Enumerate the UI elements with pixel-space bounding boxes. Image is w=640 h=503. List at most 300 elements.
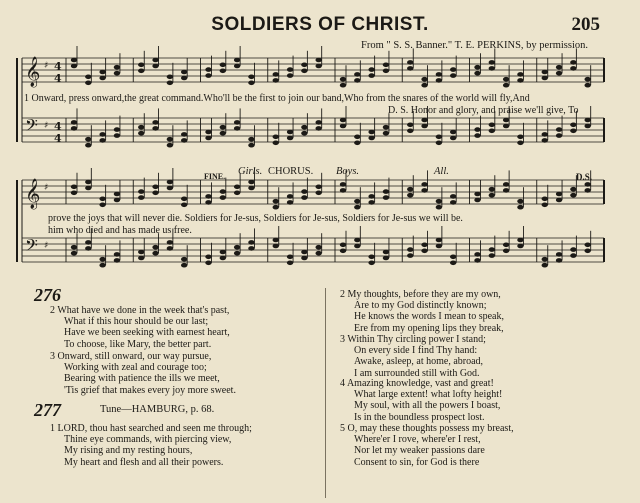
note-head (542, 263, 548, 268)
note-head (489, 123, 495, 128)
page-title: SOLDIERS OF CHRIST. (211, 14, 429, 35)
note-head (287, 73, 293, 78)
note-head (205, 67, 211, 72)
chorus-boys: Boys. (336, 166, 360, 177)
stanza-line: My heart and flesh and all their powers. (64, 456, 224, 468)
note-head (138, 63, 144, 68)
note-head (99, 138, 105, 143)
note-head (436, 205, 442, 210)
note-head (450, 130, 456, 135)
note-head (474, 71, 480, 76)
note-head (340, 249, 346, 254)
note-head (584, 188, 590, 193)
time-signature: 4 (54, 120, 62, 133)
note-head (436, 135, 442, 140)
note-head (450, 261, 456, 266)
note-head (503, 182, 509, 187)
note-head (301, 256, 307, 261)
note-head (570, 66, 576, 71)
note-head (489, 193, 495, 198)
note-head (85, 75, 91, 80)
note-head (584, 249, 590, 254)
note-head (71, 58, 77, 63)
note-head (450, 73, 456, 78)
note-head (556, 258, 562, 263)
note-head (205, 136, 211, 141)
note-head (489, 187, 495, 192)
stanza-line: Thine eye commands, with piercing view, (64, 434, 232, 446)
note-head (421, 188, 427, 193)
note-head (181, 197, 187, 202)
chorus-girls: Girls. (238, 166, 263, 177)
note-head (114, 65, 120, 70)
note-head (181, 263, 187, 268)
note-head (205, 130, 211, 135)
note-head (220, 256, 226, 261)
note-head (421, 182, 427, 187)
note-head (474, 133, 480, 138)
note-head (167, 180, 173, 185)
note-head (234, 64, 240, 69)
note-head (301, 69, 307, 74)
attribution: From " S. S. Banner." T. E. PERKINS, by permission. (361, 40, 588, 51)
note-head (287, 200, 293, 205)
note-head (152, 191, 158, 196)
stanza-line: What if this hour should be our last; (64, 316, 209, 328)
note-head (152, 58, 158, 63)
note-head (542, 138, 548, 143)
note-head (450, 194, 456, 199)
note-head (85, 240, 91, 245)
note-head (340, 118, 346, 123)
note-head (556, 192, 562, 197)
note-head (570, 129, 576, 134)
note-head (152, 64, 158, 69)
note-head (315, 126, 321, 131)
note-head (340, 77, 346, 82)
chorus-all: All. (434, 166, 449, 177)
hymn-277-stanza-1 (50, 423, 252, 468)
note-head (71, 120, 77, 125)
note-head (570, 193, 576, 198)
note-head (71, 191, 77, 196)
note-head (517, 244, 523, 249)
note-head (220, 189, 226, 194)
note-head (340, 83, 346, 88)
stanza-line: Are to my God distinctly known; (354, 300, 487, 312)
note-head (368, 261, 374, 266)
note-head (474, 252, 480, 257)
note-head (315, 251, 321, 256)
key-signature: ♯ (44, 183, 49, 193)
clef-symbol: 𝄢 (25, 235, 38, 259)
note-head (421, 77, 427, 82)
note-head (383, 250, 389, 255)
note-head (99, 132, 105, 137)
note-head (584, 77, 590, 82)
note-head (248, 186, 254, 191)
note-head (354, 78, 360, 83)
note-head (489, 247, 495, 252)
note-head (450, 200, 456, 205)
note-head (436, 78, 442, 83)
note-head (273, 78, 279, 83)
note-head (542, 132, 548, 137)
note-head (368, 194, 374, 199)
note-head (450, 254, 456, 259)
stanza-line: Nor let my weaker passions dare (354, 445, 485, 457)
stanza-line: What large extent! what lofty height! (354, 389, 503, 401)
note-head (234, 185, 240, 190)
note-head (114, 258, 120, 263)
hymn-277-stanza-5 (340, 423, 514, 468)
note-head (489, 253, 495, 258)
note-head (450, 136, 456, 141)
note-head (503, 124, 509, 129)
stanza-line: 1 LORD, thou hast searched and seen me through; (50, 423, 252, 434)
note-head (407, 253, 413, 258)
note-head (354, 72, 360, 77)
note-head (542, 70, 548, 75)
note-head (503, 249, 509, 254)
note-head (407, 129, 413, 134)
note-head (584, 118, 590, 123)
note-head (205, 261, 211, 266)
note-head (503, 243, 509, 248)
note-head (138, 125, 144, 130)
key-signature: ♯ (44, 241, 49, 251)
note-head (517, 135, 523, 140)
note-head (205, 73, 211, 78)
note-head (273, 244, 279, 249)
clef-symbol: 𝄢 (25, 115, 38, 139)
stanza-line: 2 My thoughts, before they are my own, (340, 289, 501, 300)
note-head (181, 138, 187, 143)
note-head (71, 245, 77, 250)
stanza-line: 5 O, may these thoughts possess my breast, (340, 423, 514, 434)
note-head (556, 198, 562, 203)
time-signature: 4 (54, 132, 62, 145)
stanza-line: My rising and my resting hours, (64, 445, 193, 457)
note-head (205, 194, 211, 199)
stanza-line: Where'er I rove, where'er I rest, (354, 434, 481, 446)
note-head (287, 194, 293, 199)
note-head (114, 133, 120, 138)
note-head (71, 251, 77, 256)
note-head (167, 137, 173, 142)
note-head (273, 72, 279, 77)
note-head (368, 130, 374, 135)
note-head (474, 192, 480, 197)
note-head (301, 63, 307, 68)
note-head (436, 141, 442, 146)
note-head (167, 246, 173, 251)
note-head (354, 135, 360, 140)
note-head (556, 252, 562, 257)
note-head (114, 252, 120, 257)
note-head (383, 195, 389, 200)
note-head (234, 251, 240, 256)
note-head (234, 126, 240, 131)
stanza-line: Awake, asleep, at home, abroad, (354, 356, 484, 368)
note-head (421, 124, 427, 129)
note-head (542, 197, 548, 202)
note-head (248, 246, 254, 251)
note-head (287, 254, 293, 259)
note-head (340, 188, 346, 193)
note-head (383, 63, 389, 68)
note-head (570, 123, 576, 128)
hymn-277-tune: Tune—HAMBURG, p. 68. (100, 404, 215, 415)
note-head (167, 81, 173, 86)
note-head (340, 243, 346, 248)
note-head (85, 186, 91, 191)
note-head (556, 65, 562, 70)
hymn-276-number: 276 (34, 285, 61, 305)
note-head (220, 69, 226, 74)
note-head (85, 81, 91, 86)
note-head (315, 185, 321, 190)
note-head (273, 199, 279, 204)
stanza-line: Bearing with patience the ills we meet, (64, 373, 220, 385)
note-head (368, 254, 374, 259)
note-head (234, 120, 240, 125)
note-head (315, 64, 321, 69)
hymn-277-stanza-3 (340, 334, 486, 379)
note-head (368, 136, 374, 141)
note-head (248, 81, 254, 86)
note-head (436, 199, 442, 204)
stanza-line: He knows the words I mean to speak, (354, 311, 504, 323)
hymn-276-stanza-3 (50, 351, 236, 396)
fine-mark: FINE. (204, 172, 226, 181)
note-head (167, 186, 173, 191)
note-head (167, 143, 173, 148)
note-head (556, 71, 562, 76)
clef-symbol: 𝄞 (25, 57, 41, 87)
note-head (248, 143, 254, 148)
system1-lyric-line1: 1 Onward, press onward,the great command.Who'll be the first to join our band,Who from the snares of the world will fly,And (24, 93, 530, 104)
note-head (152, 245, 158, 250)
note-head (114, 71, 120, 76)
note-head (570, 60, 576, 65)
note-head (517, 72, 523, 77)
note-head (542, 76, 548, 81)
note-head (407, 193, 413, 198)
note-head (99, 203, 105, 208)
note-head (287, 67, 293, 72)
note-head (489, 129, 495, 134)
note-head (138, 256, 144, 261)
note-head (114, 127, 120, 132)
note-head (99, 257, 105, 262)
note-head (315, 58, 321, 63)
note-head (152, 185, 158, 190)
stanza-line: To choose, like Mary, the better part. (64, 338, 212, 350)
note-head (287, 130, 293, 135)
note-head (354, 205, 360, 210)
note-head (383, 256, 389, 261)
note-head (287, 261, 293, 266)
note-head (315, 191, 321, 196)
note-head (517, 78, 523, 83)
note-head (99, 70, 105, 75)
stanza-line: On every side I find Thy hand: (354, 345, 478, 357)
note-head (301, 125, 307, 130)
note-head (474, 65, 480, 70)
note-head (181, 132, 187, 137)
key-signature: ♯ (44, 61, 49, 71)
system2-lyric-line2: him who died and has made us free. (48, 225, 192, 236)
note-head (407, 66, 413, 71)
note-head (220, 131, 226, 136)
note-head (138, 131, 144, 136)
note-head (220, 250, 226, 255)
note-head (556, 133, 562, 138)
note-head (301, 131, 307, 136)
stanza-line: I am surrounded still with God. (354, 367, 480, 379)
note-head (181, 257, 187, 262)
note-head (315, 245, 321, 250)
stanza-line: 'Tis grief that makes every joy more sweet. (64, 384, 236, 396)
note-head (85, 246, 91, 251)
note-head (301, 189, 307, 194)
note-head (517, 199, 523, 204)
note-head (570, 187, 576, 192)
note-head (273, 141, 279, 146)
ds-mark: D.S. (576, 172, 593, 182)
note-head (489, 60, 495, 65)
note-head (138, 189, 144, 194)
note-head (167, 75, 173, 80)
note-head (368, 200, 374, 205)
note-head (474, 198, 480, 203)
stanza-line: Have we been seeking with earnest heart, (64, 327, 230, 339)
note-head (71, 64, 77, 69)
note-head (542, 257, 548, 262)
stanza-line: 4 Amazing knowledge, vast and great! (340, 378, 494, 389)
hymn-277-stanza-2 (340, 289, 504, 334)
system2-lyric-line1: prove the joys that will never die. Soldiers for Je-sus, Soldiers for Je-sus, Soldiers for Je-sus we will be. (48, 213, 463, 224)
note-head (138, 69, 144, 74)
note-head (205, 254, 211, 259)
note-head (181, 70, 187, 75)
note-head (273, 205, 279, 210)
note-head (220, 125, 226, 130)
note-head (450, 67, 456, 72)
chorus-label: CHORUS. (268, 166, 314, 177)
hymn-277-number: 277 (34, 400, 61, 420)
note-head (152, 251, 158, 256)
note-head (205, 200, 211, 205)
note-head (503, 77, 509, 82)
stanza-line: 2 What have we done in the week that's past, (50, 305, 230, 316)
note-head (340, 124, 346, 129)
note-head (421, 118, 427, 123)
note-head (584, 83, 590, 88)
note-head (248, 75, 254, 80)
note-head (517, 141, 523, 146)
note-head (234, 245, 240, 250)
time-signature: 4 (54, 72, 62, 85)
note-head (407, 247, 413, 252)
note-head (436, 238, 442, 243)
note-head (383, 131, 389, 136)
column-divider (325, 288, 326, 498)
note-head (138, 250, 144, 255)
note-head (248, 240, 254, 245)
note-head (503, 118, 509, 123)
hymn-276-stanza-2 (50, 305, 230, 350)
note-head (99, 197, 105, 202)
note-head (248, 137, 254, 142)
note-head (340, 182, 346, 187)
stanza-line: Is in the boundless prospect lost. (354, 411, 485, 423)
note-head (71, 185, 77, 190)
note-head (234, 191, 240, 196)
note-head (99, 263, 105, 268)
note-head (234, 58, 240, 63)
note-head (421, 249, 427, 254)
note-head (138, 195, 144, 200)
note-head (584, 124, 590, 129)
note-head (584, 243, 590, 248)
stanza-line: 3 Onward, still onward, our way pursue, (50, 351, 212, 362)
note-head (421, 243, 427, 248)
note-head (503, 83, 509, 88)
note-head (71, 126, 77, 131)
stanza-line: 3 Within Thy circling power I stand; (340, 334, 486, 345)
note-head (383, 125, 389, 130)
note-head (436, 72, 442, 77)
note-head (556, 127, 562, 132)
stanza-line: Working with zeal and courage too; (64, 362, 207, 374)
page-number: 205 (571, 14, 600, 35)
note-head (383, 189, 389, 194)
note-head (354, 199, 360, 204)
note-head (368, 67, 374, 72)
note-head (474, 127, 480, 132)
note-head (542, 203, 548, 208)
note-head (517, 238, 523, 243)
note-head (368, 73, 374, 78)
note-head (85, 137, 91, 142)
note-head (152, 126, 158, 131)
note-head (517, 205, 523, 210)
note-head (570, 247, 576, 252)
note-head (248, 180, 254, 185)
clef-symbol: 𝄞 (25, 179, 41, 209)
note-head (301, 195, 307, 200)
system1-lyric-line2: D. S. Honor and glory, and praise we'll give, To (388, 105, 579, 116)
note-head (114, 192, 120, 197)
note-head (152, 120, 158, 125)
note-head (99, 76, 105, 81)
hymn-277-stanza-4 (340, 378, 502, 423)
note-head (436, 244, 442, 249)
note-head (421, 83, 427, 88)
note-head (354, 244, 360, 249)
note-head (273, 135, 279, 140)
note-head (584, 182, 590, 187)
note-head (474, 258, 480, 263)
note-head (407, 60, 413, 65)
note-head (383, 69, 389, 74)
note-head (354, 141, 360, 146)
note-head (503, 188, 509, 193)
note-head (85, 143, 91, 148)
note-head (273, 238, 279, 243)
